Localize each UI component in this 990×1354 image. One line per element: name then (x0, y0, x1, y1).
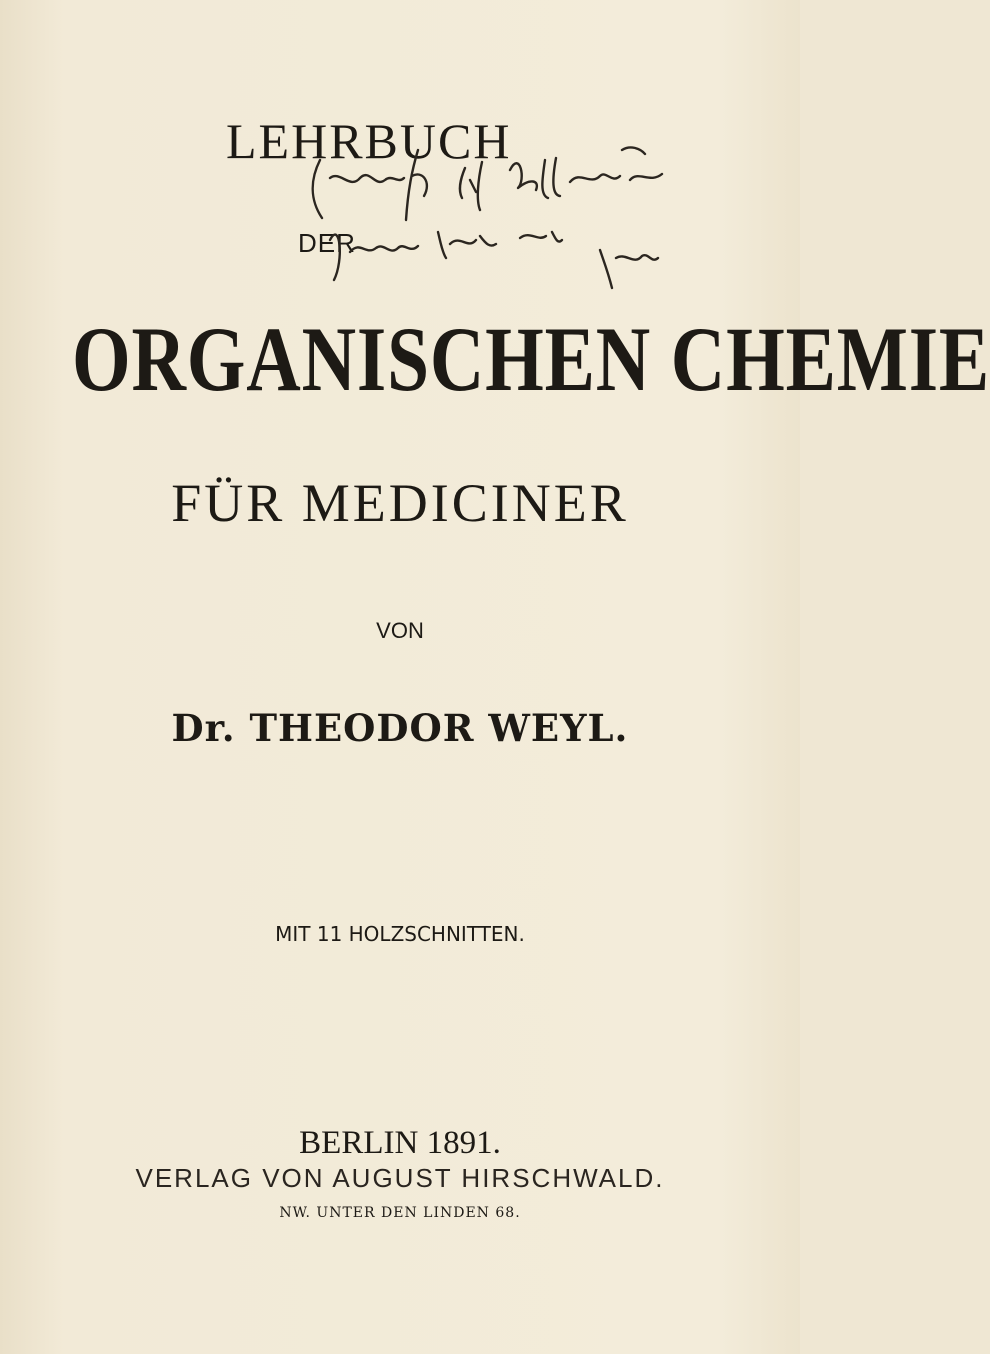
illustrations-note: MIT 11 HOLZSCHNITTEN. (275, 922, 525, 946)
main-title: ORGANISCHEN CHEMIE (72, 308, 990, 410)
handwritten-inscription (300, 140, 770, 300)
by-line: VON (376, 618, 424, 643)
title-top-line: LEHRBUCH (226, 113, 512, 169)
publisher-address: NW. UNTER DEN LINDEN 68. (279, 1205, 521, 1221)
place-year: BERLIN 1891. (299, 1125, 501, 1161)
publisher: VERLAG VON AUGUST HIRSCHWALD. (135, 1163, 665, 1193)
author-name: Dr. THEODOR WEYL. (171, 706, 629, 750)
title-der: DER (298, 228, 356, 258)
subtitle: FÜR MEDICINER (171, 473, 629, 533)
